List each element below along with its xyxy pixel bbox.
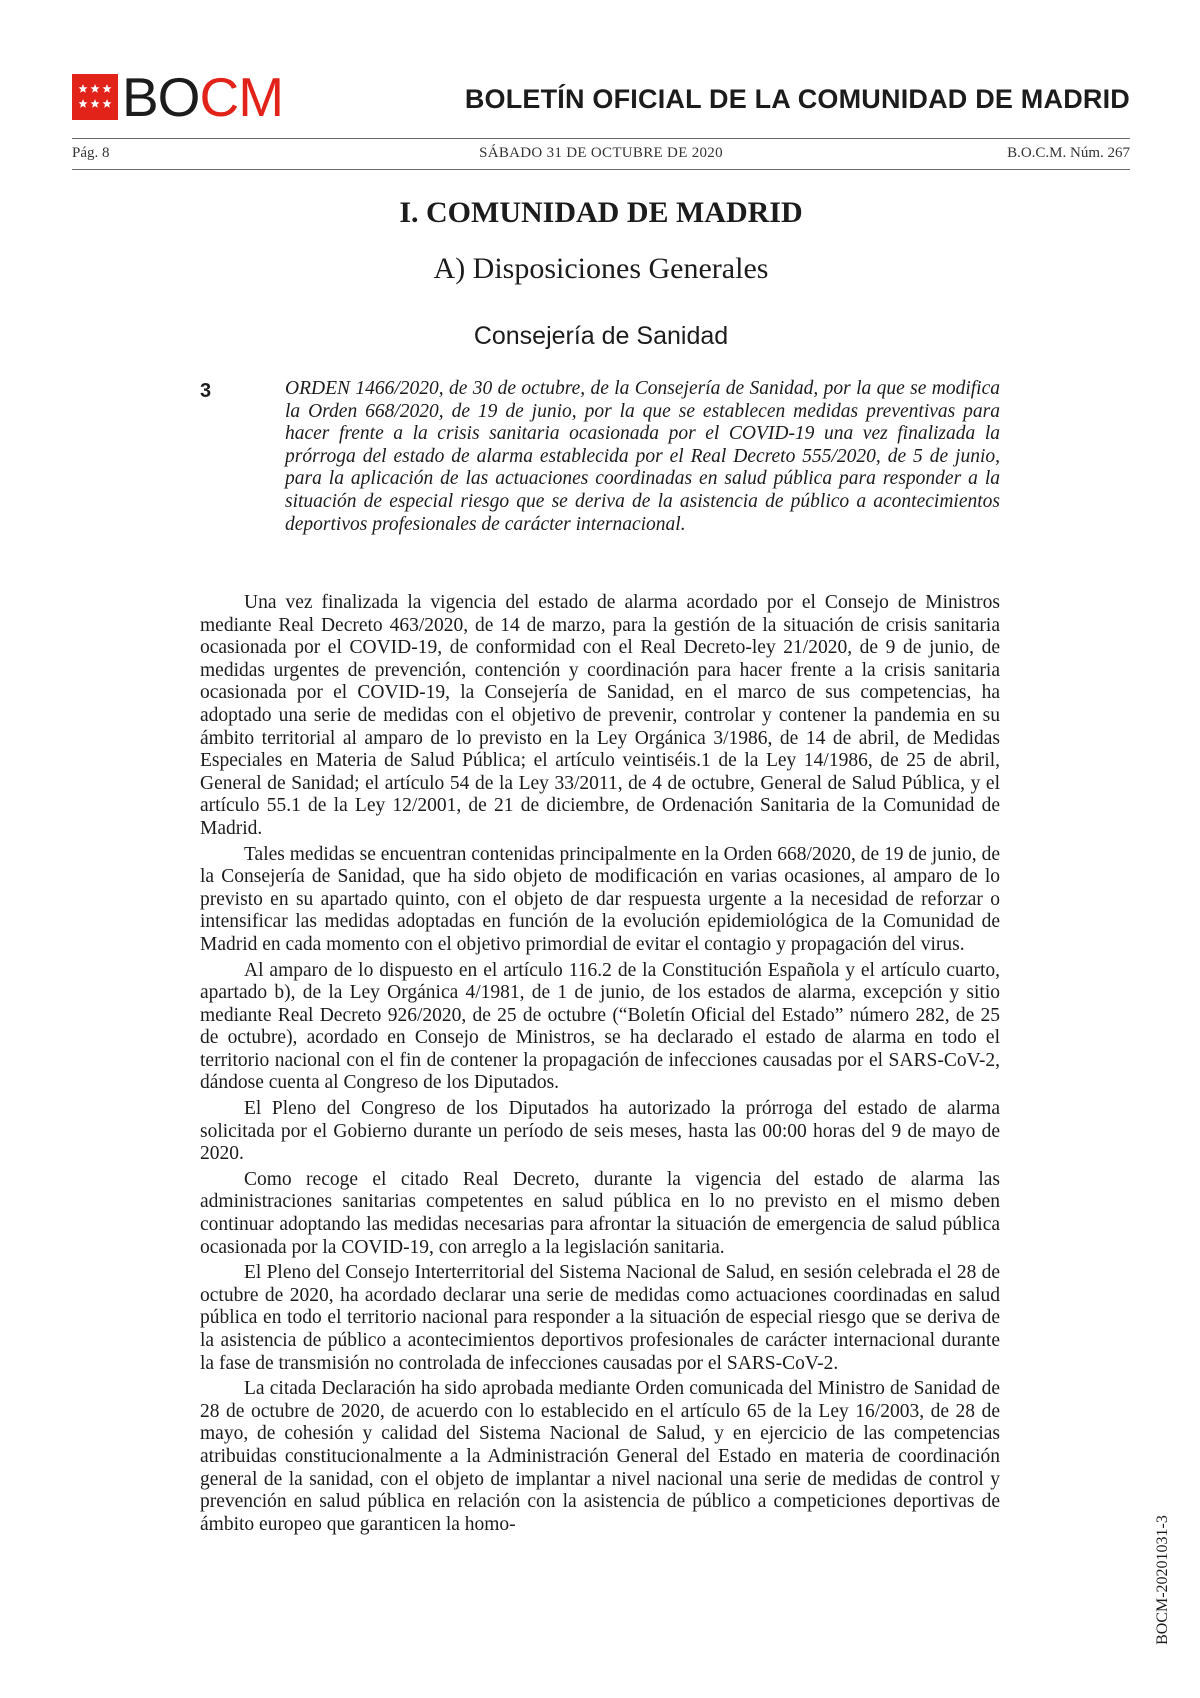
document-body [200,592,1000,1539]
body-paragraph: El Pleno del Congreso de los Diputados ha autorizado la prórroga del estado de alarma solicitada por el Gobierno durante un período de seis meses, hasta las 00:00 horas del 9 de mayo de 2020. [200,1098,1000,1165]
issue-number: B.O.C.M. Núm. 267 [1007,145,1130,161]
department-title: Consejería de Sanidad [473,322,729,350]
order-summary: ORDEN 1466/2020, de 30 de octubre, de la Consejería de Sanidad, por la que se modifica la Orden 668/2020, de 19 de junio, por la que se establecen medidas preventivas para hacer frente a la crisis sanitaria ocasionada por el COVID-19 una vez finalizada la prórroga del estado de alarma establecida por el Real Decreto 555/2020, de 5 de junio, para la aplicación de las actuaciones coordinadas en salud pública para responder a la situación de especial riesgo que se deriva de la asistencia de público a acontecimientos deportivos profesionales de carácter internacional. [285,378,1000,535]
section-title: I. COMUNIDAD DE MADRID [399,196,803,229]
header-rule-bottom [72,169,1130,170]
body-paragraph: Como recoge el citado Real Decreto, durante la vigencia del estado de alarma las administraciones sanitarias competentes en salud pública en lo no previsto en el mismo deben continuar adoptando las medidas necesarias para afrontar la situación de emergencia de salud pública ocasionada por la COVID-19, con arreglo a la legislación sanitaria. [200,1168,1000,1258]
logo-text-cm: CM [199,66,284,128]
order-number: 3 [200,380,212,402]
body-paragraph: Una vez finalizada la vigencia del estado de alarma acordado por el Consejo de Ministros mediante Real Decreto 463/2020, de 14 de marzo, para la gestión de la situación de crisis sanitaria ocasionada por el COVID-19, de conformidad con el Real Decreto-ley 21/2020, de 9 de junio, de medidas urgentes de prevención, contención y coordinación para hacer frente a la crisis sanitaria ocasionada por el COVID-19, la Consejería de Sanidad, en el marco de sus competencias, ha adoptado una serie de medidas con el objetivo de prevenir, controlar y contener la pandemia en su ámbito territorial al amparo de lo previsto en la Ley Orgánica 3/1986, de 14 de abril, de Medidas Especiales en Materia de Salud Pública; el artículo veintiséis.1 de la Ley 14/1986, de 25 de abril, General de Sanidad; el artículo 54 de la Ley 33/2011, de 4 de octubre, General de Salud Pública, y el artículo 55.1 de la Ley 12/2001, de 21 de diciembre, de Ordenación Sanitaria de la Comunidad de Madrid. [200,592,1000,839]
bulletin-title: BOLETÍN OFICIAL DE LA COMUNIDAD DE MADRID [464,84,1130,114]
header-rule-top [72,138,1130,139]
publication-date: SÁBADO 31 DE OCTUBRE DE 2020 [479,145,723,161]
page-number: Pág. 8 [72,145,110,161]
body-paragraph: El Pleno del Consejo Interterritorial del Sistema Nacional de Salud, en sesión celebrada el 28 de octubre de 2020, ha acordado declarar una serie de medidas como actuaciones coordinadas en salud pública en todo el territorio nacional para responder a la situación de especial riesgo que se deriva de la asistencia de público a acontecimientos deportivos profesionales de carácter internacional durante la fase de transmisión no controlada de infecciones causadas por el SARS-CoV-2. [200,1262,1000,1374]
page-meta-row [72,145,1130,167]
document-side-identifier: BOCM-20201031-3 [1154,1515,1171,1645]
body-paragraph: Tales medidas se encuentran contenidas principalmente en la Orden 668/2020, de 19 de junio, de la Consejería de Sanidad, que ha sido objeto de modificación en varias ocasiones, al amparo de lo previsto en su apartado quinto, con el objeto de dar respuesta urgente a la necesidad de reforzar o intensificar las medidas adoptadas en función de la evolución epidemiológica de la Comunidad de Madrid en cada momento con el objetivo primordial de evitar el contagio y propagación del virus. [200,843,1000,955]
masthead [72,66,1130,130]
logo-wordmark [122,66,284,128]
madrid-stars-icon [72,74,118,120]
body-paragraph: La citada Declaración ha sido aprobada mediante Orden comunicada del Ministro de Sanidad de 28 de octubre de 2020, de acuerdo con lo establecido en el artículo 65 de la Ley 16/2003, de 28 de mayo, de cohesión y calidad del Sistema Nacional de Salud, y en ejercicio de las competencias atribuidas constitucionalmente a la Administración General del Estado en materia de coordinación general de la sanidad, con el objeto de implantar a nivel nacional una serie de medidas de control y prevención en salud pública en relación con la asistencia de público a competiciones deportivas de ámbito europeo que garanticen la homo- [200,1378,1000,1535]
bocm-logo [72,66,284,128]
logo-text-bo: BO [122,66,200,128]
body-paragraph: Al amparo de lo dispuesto en el artículo 116.2 de la Constitución Española y el artículo cuarto, apartado b), de la Ley Orgánica 4/1981, de 1 de junio, de los estados de alarma, excepción y sitio mediante Real Decreto 926/2020, de 25 de octubre (“Boletín Oficial del Estado” número 282, de 25 de octubre), acordado en Consejo de Ministros, se ha declarado el estado de alarma en todo el territorio nacional con el fin de contener la propagación de infecciones causadas por el SARS-CoV-2, dándose cuenta al Congreso de los Diputados. [200,959,1000,1094]
subsection-title: A) Disposiciones Generales [433,252,769,285]
